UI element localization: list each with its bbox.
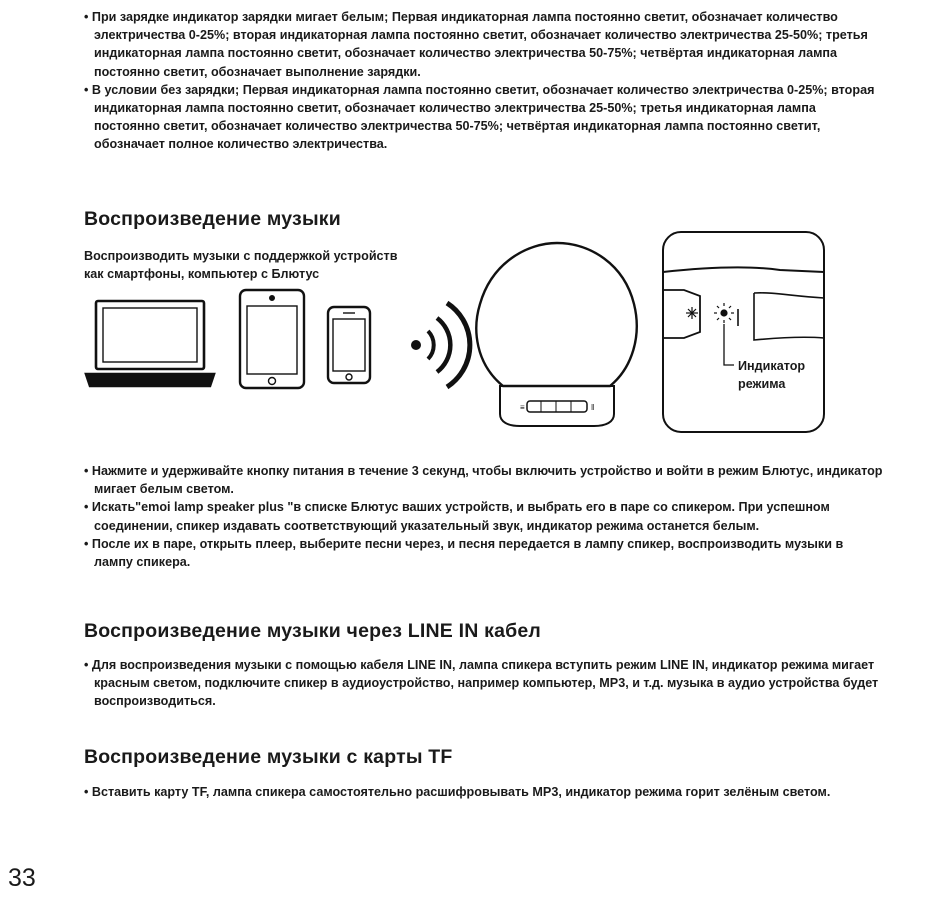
bullet-charging: • При зарядке индикатор зарядки мигает белым; Первая индикаторная лампа постоянно светит, обозначает количество электричества 0-25%; вторая индикаторная лампа постоянно светит, обозначает количество электричества 25-50%; третья индикаторная лампа постоянно светит, обозначает количество электричества 50-75%; четвёртая индикаторная лампа постоянно светит, обозначает выполнение зарядки. — [84, 10, 868, 79]
step-line-in: • Для воспроизведения музыки с помощью кабеля LINE IN, лампа спикера вступить режим LINE IN, индикатор режима мигает красным светом, подключите спикер в аудиоустройство, например компьютер, MP3, и т.д. музыка в аудио устройства будет воспроизводиться. — [84, 658, 879, 709]
page-number: 33 — [8, 864, 36, 892]
tf-card-steps — [84, 783, 884, 801]
svg-text:≡: ≡ — [520, 403, 525, 412]
section-title-music-playback: Воспроизведение музыки — [84, 208, 341, 230]
lamp-speaker-icon — [476, 243, 636, 426]
svg-text:‖: ‖ — [591, 403, 595, 412]
step-playback: • После их в паре, открыть плеер, выберите песни через, и песня передается в лампу спикер, воспроизводить музыки в лампу спикера. — [84, 536, 844, 570]
light-button-icon — [686, 307, 698, 319]
smartphone-icon — [328, 307, 370, 383]
step-power-on: • Нажмите и удерживайте кнопку питания в течение 3 секунд, чтобы включить устройство и войти в режим Блютус, индикатор мигает белым светом. — [84, 464, 883, 497]
indicator-label: Индикатор режима — [738, 359, 806, 391]
bullet-not-charging: • В условии без зарядки; Первая индикаторная лампа постоянно светит, обозначает количество электричества 0-25%; вторая индикаторная лампа постоянно светит, обозначает количество электричества 25-50%; третья индикаторная лампа постоянно светит, обозначает количество электричества 50-75%; четвёртая индикаторная лампа постоянно светит, обозначает полное количество электричества. — [84, 82, 875, 152]
step-tf-card: • Вставить карту TF, лампа спикера самостоятельно расшифровывать MP3, индикатор режима горит зелёным светом. — [84, 785, 831, 799]
section-title-line-in: Воспроизведение музыки через LINE IN кабел — [84, 620, 542, 642]
intro-line-2: как смартфоны, компьютер с Блютус — [84, 267, 320, 281]
laptop-icon — [86, 301, 214, 386]
bluetooth-steps — [84, 462, 884, 571]
section-title-tf-card: Воспроизведение музыки с карты TF — [84, 746, 453, 768]
step-pairing: • Искать"emoi lamp speaker plus "в списке Блютус ваших устройств, и выбрать его в паре со спикером. При успешном соединении, спикер издавать соответствующий указательный звук, индикатор режима останется белым. — [84, 500, 830, 533]
wireless-signal-icon — [411, 303, 470, 387]
line-in-steps — [84, 656, 884, 711]
mode-indicator-light-icon — [714, 303, 734, 365]
intro-line-1: Воспроизводить музыки с поддержкой устройств — [84, 249, 398, 263]
tablet-icon — [240, 290, 304, 388]
indicator-zoom-panel — [663, 232, 824, 432]
